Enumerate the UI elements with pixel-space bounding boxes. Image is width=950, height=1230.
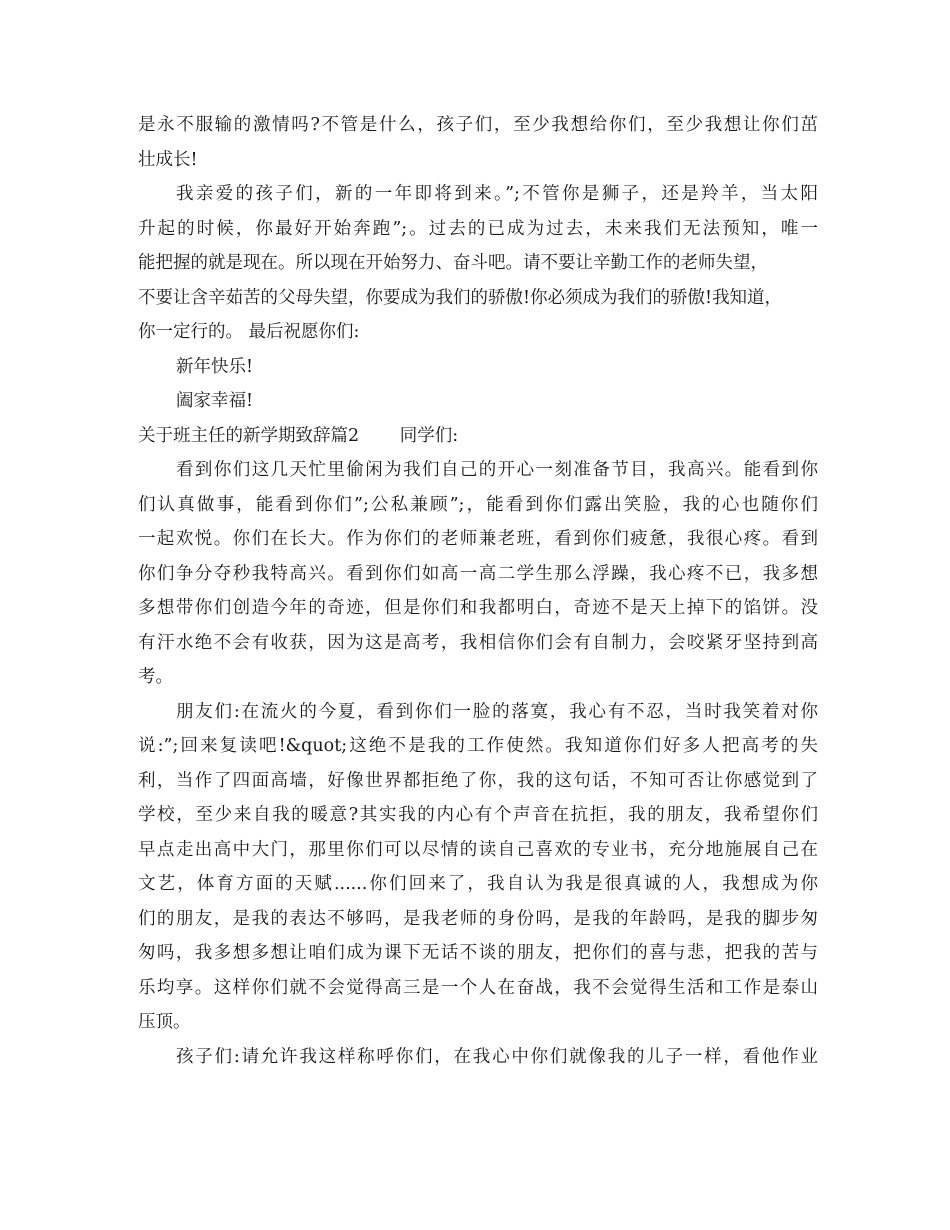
paragraph-start-line: 看到你们这几天忙里偷闲为我们自己的开心一刻准备节目，我高兴。能看到你 (176, 460, 818, 480)
text-line: 你们争分夺秒我特高兴。看到你们如高一高二学生那么浮躁，我心疼不已，我多想 (138, 563, 818, 584)
text-line: 乐均享。这样你们就不会觉得高三是一个人在奋战，我不会觉得生活和工作是泰山 (138, 977, 818, 998)
text-line: 壮成长! (138, 149, 198, 170)
text-line: 们的朋友，是我的表达不够吗，是我老师的身份吗，是我的年龄吗，是我的脚步匆 (138, 908, 818, 929)
paragraph-start-line: 朋友们:在流火的今夏，看到你们一脸的落寞，我心有不忍，当时我笑着对你 (176, 701, 818, 722)
text-line: 说:”;回来复读吧!&quot;这绝不是我的工作使然。我知道你们好多人把高考的失 (138, 736, 818, 756)
text-line: 一起欢悦。你们在长大。作为你们的老师兼老班，看到你们疲惫，我很心疼。看到 (138, 529, 818, 549)
text-line: 你一定行的。 最后祝愿你们: (138, 322, 360, 342)
text-line: 文艺，体育方面的天赋......你们回来了，我自认为我是很真诚的人，我想成为你 (138, 874, 818, 894)
text-line: 能把握的就是现在。所以现在开始努力、奋斗吧。请不要让辛勤工作的老师失望， (138, 253, 768, 273)
paragraph-start-line: 孩子们:请允许我这样称呼你们，在我心中你们就像我的儿子一样，看他作业 (176, 1046, 818, 1067)
text-line: 考。 (138, 667, 173, 687)
section-heading: 关于班主任的新学期致辞篇2 同学们: (138, 425, 459, 446)
text-line: 学校，至少来自我的暖意?其实我的内心有个声音在抗拒，我的朋友，我希望你们 (138, 805, 818, 825)
text-line: 利，当作了四面高墙，好像世界都拒绝了你，我的这句话，不知可否让你感觉到了 (138, 770, 818, 791)
wish-line: 阖家幸福! (176, 391, 254, 411)
document-body (138, 108, 818, 1074)
text-line: 有汗水绝不会有收获，因为这是高考，我相信你们会有自制力，会咬紧牙坚持到高 (138, 632, 818, 653)
text-line: 匆吗，我多想多想让咱们成为课下无话不谈的朋友，把你们的喜与悲，把我的苦与 (138, 943, 818, 963)
text-line: 升起的时候，你最好开始奔跑”;。过去的已成为过去，未来我们无法预知，唯一 (138, 218, 818, 239)
paragraph-start-line: 我亲爱的孩子们，新的一年即将到来。”;不管你是狮子，还是羚羊，当太阳 (176, 184, 818, 204)
text-line: 多想带你们创造今年的奇迹，但是你们和我都明白，奇迹不是天上掉下的馅饼。没 (138, 598, 818, 618)
wish-line: 新年快乐! (176, 356, 254, 377)
text-line: 早点走出高中大门，那里你们可以尽情的读自己喜欢的专业书，充分地施展自己在 (138, 839, 818, 860)
text-line: 是永不服输的激情吗?不管是什么，孩子们，至少我想给你们，至少我想让你们茁 (138, 115, 818, 135)
text-line: 们认真做事，能看到你们”;公私兼顾”;，能看到你们露出笑脸，我的心也随你们 (138, 494, 818, 515)
text-line: 压顶。 (138, 1012, 191, 1032)
text-line: 不要让含辛茹苦的父母失望，你要成为我们的骄傲!你必须成为我们的骄傲!我知道， (138, 287, 783, 308)
